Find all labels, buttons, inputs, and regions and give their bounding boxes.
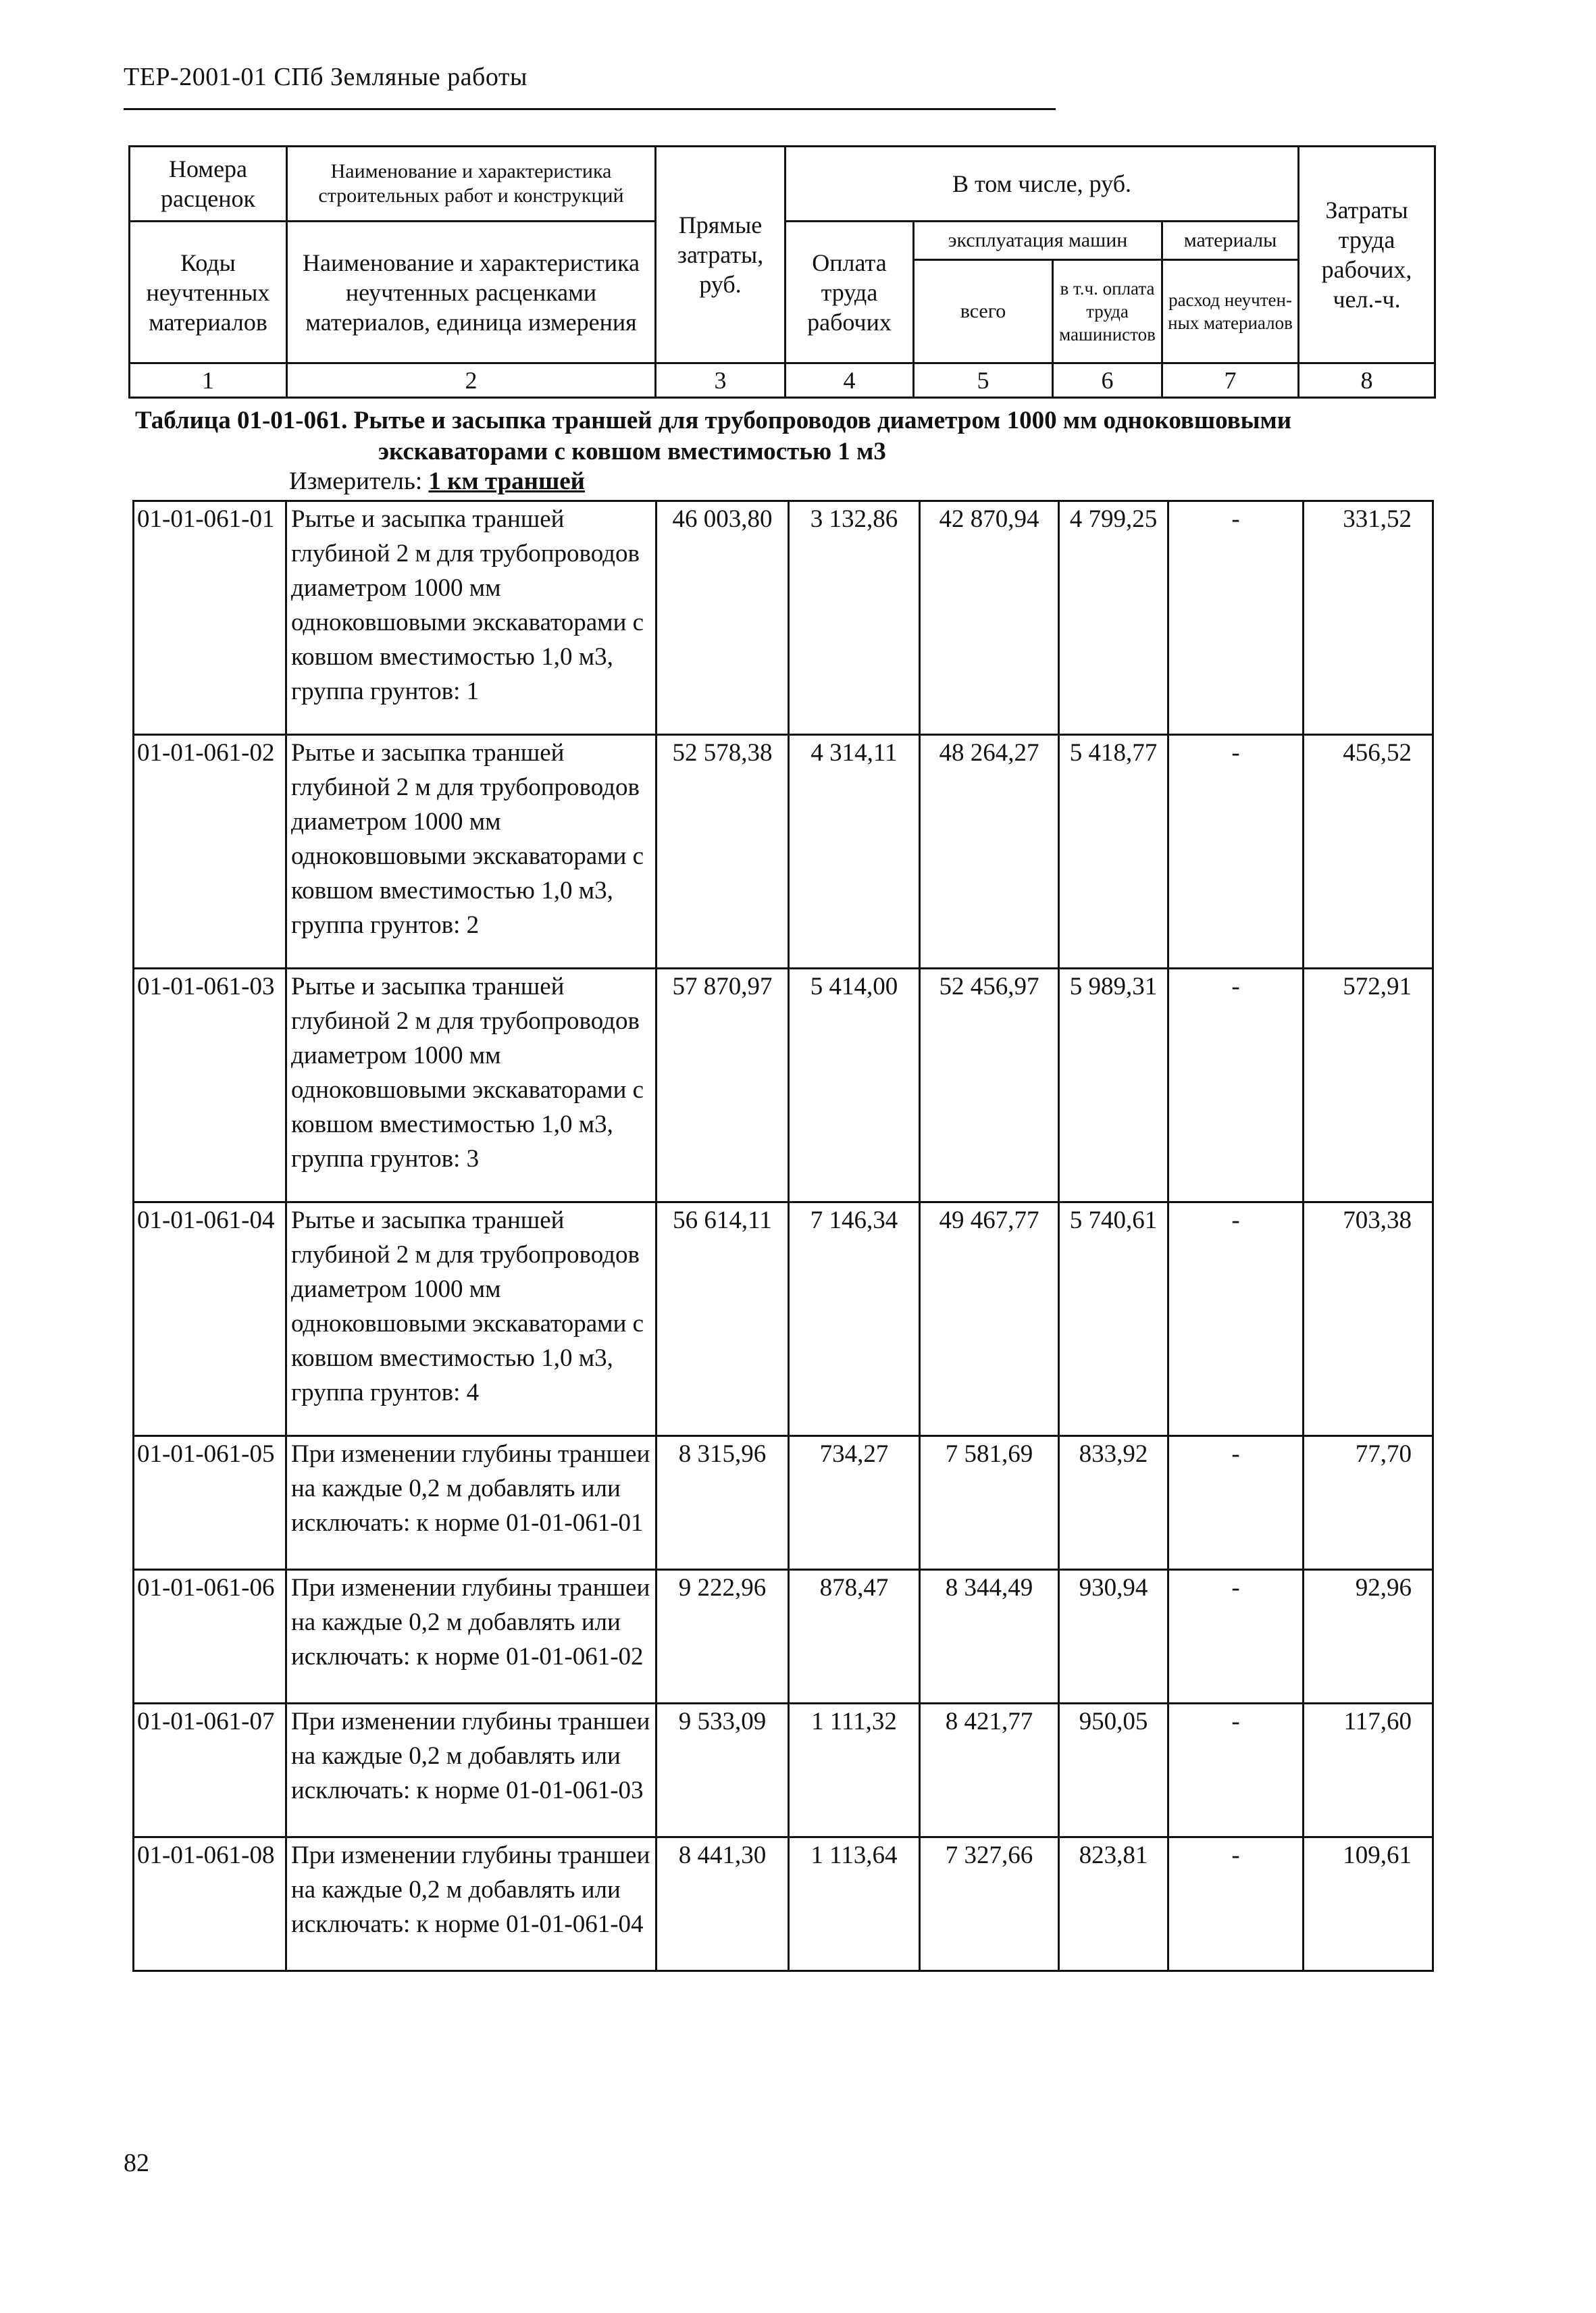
materials: - [1168,1570,1304,1704]
machine-operation-total: 52 456,97 [920,969,1059,1202]
page-number: 82 [124,2149,149,2177]
materials: - [1168,1704,1304,1837]
column-header-table [128,145,1436,399]
col-vtch: в т.ч. оплата труда машинистов [1053,260,1162,363]
direct-costs: 52 578,38 [657,735,789,969]
direct-costs: 46 003,80 [657,501,789,735]
machine-operation-total: 48 264,27 [920,735,1059,969]
labor-hours: 572,91 [1304,969,1433,1202]
table-row [134,969,1433,1202]
direct-costs: 8 315,96 [657,1436,789,1570]
materials: - [1168,969,1304,1202]
header-divider [124,108,1056,110]
col-oplata: Оплата труда рабочих [786,222,914,363]
machinist-wages: 4 799,25 [1059,501,1168,735]
table-row [134,1436,1433,1570]
col-rashod: расход неучтен-ных материалов [1162,260,1299,363]
direct-costs: 8 441,30 [657,1837,789,1971]
rate-description: При изменении глубины траншеи на каждые 0,2 м добавлять или исключать: к норме 01-01-061-01 [286,1436,657,1570]
col-ekspluataciya: эксплуатация машин [914,222,1162,260]
table-row [134,1704,1433,1837]
materials: - [1168,1837,1304,1971]
rate-description: Рытье и засыпка траншей глубиной 2 м для трубопроводов диаметром 1000 мм одноковшовыми экскаваторами с ковшом вместимостью 1,0 м3, группа грунтов: 4 [286,1202,657,1436]
rate-description: Рытье и засыпка траншей глубиной 2 м для трубопроводов диаметром 1000 мм одноковшовыми экскаваторами с ковшом вместимостью 1,0 м3, группа грунтов: 2 [286,735,657,969]
measure-label: Измеритель: [289,467,423,495]
rate-code: 01-01-061-06 [134,1570,286,1704]
col-num: 6 [1053,363,1162,398]
col-zatraty: Затраты труда рабочих, чел.-ч. [1299,147,1435,363]
col-num: 2 [287,363,656,398]
rate-code: 01-01-061-03 [134,969,286,1202]
machine-operation-total: 7 581,69 [920,1436,1059,1570]
col-num: 1 [130,363,287,398]
document-title: ТЕР-2001-01 СПб Земляные работы [124,63,527,91]
labor-wages: 3 132,86 [789,501,920,735]
labor-wages: 4 314,11 [789,735,920,969]
col-pryamye: Прямые затраты, руб. [656,147,786,363]
rate-code: 01-01-061-08 [134,1837,286,1971]
machinist-wages: 833,92 [1059,1436,1168,1570]
rate-code: 01-01-061-02 [134,735,286,969]
labor-wages: 878,47 [789,1570,920,1704]
table-row [134,1202,1433,1436]
measure-unit [289,467,585,496]
col-num: 7 [1162,363,1299,398]
machine-operation-total: 8 344,49 [920,1570,1059,1704]
direct-costs: 57 870,97 [657,969,789,1202]
machinist-wages: 5 418,77 [1059,735,1168,969]
table-row [134,1570,1433,1704]
rate-description: При изменении глубины траншеи на каждые 0,2 м добавлять или исключать: к норме 01-01-061-04 [286,1837,657,1971]
col-num: 3 [656,363,786,398]
labor-hours: 703,38 [1304,1202,1433,1436]
labor-hours: 456,52 [1304,735,1433,969]
labor-hours: 109,61 [1304,1837,1433,1971]
rates-table [132,500,1434,1972]
machine-operation-total: 7 327,66 [920,1837,1059,1971]
col-naimenovanie: Наименование и характеристика строительных работ и конструкций [287,147,656,222]
col-vsego: всего [914,260,1053,363]
labor-wages: 1 113,64 [789,1837,920,1971]
machinist-wages: 5 989,31 [1059,969,1168,1202]
rate-description: При изменении глубины траншеи на каждые 0,2 м добавлять или исключать: к норме 01-01-061-02 [286,1570,657,1704]
labor-hours: 117,60 [1304,1704,1433,1837]
col-materialy: материалы [1162,222,1299,260]
machinist-wages: 823,81 [1059,1837,1168,1971]
col-num: 4 [786,363,914,398]
measure-value: 1 км траншей [428,467,585,495]
materials: - [1168,735,1304,969]
table-caption [135,405,1432,467]
rate-code: 01-01-061-01 [134,501,286,735]
caption-line-1: Таблица 01-01-061. Рытье и засыпка траншей для трубопроводов диаметром 1000 мм одноковшовыми [135,407,1292,434]
rate-description: При изменении глубины траншеи на каждые 0,2 м добавлять или исключать: к норме 01-01-061-03 [286,1704,657,1837]
labor-hours: 77,70 [1304,1436,1433,1570]
rate-code: 01-01-061-04 [134,1202,286,1436]
table-row [134,1837,1433,1971]
labor-wages: 1 111,32 [789,1704,920,1837]
machine-operation-total: 42 870,94 [920,501,1059,735]
labor-hours: 331,52 [1304,501,1433,735]
col-naim-neuch: Наименование и характеристика неучтенных расценками материалов, единица измерения [287,222,656,363]
machinist-wages: 930,94 [1059,1570,1168,1704]
col-v-tom-chisle: В том числе, руб. [786,147,1299,222]
rates-table-body [134,501,1433,1971]
machinist-wages: 5 740,61 [1059,1202,1168,1436]
direct-costs: 56 614,11 [657,1202,789,1436]
direct-costs: 9 222,96 [657,1570,789,1704]
rate-code: 01-01-061-05 [134,1436,286,1570]
col-num: 5 [914,363,1053,398]
materials: - [1168,501,1304,735]
machine-operation-total: 49 467,77 [920,1202,1059,1436]
labor-wages: 7 146,34 [789,1202,920,1436]
table-row [134,501,1433,735]
rate-description: Рытье и засыпка траншей глубиной 2 м для трубопроводов диаметром 1000 мм одноковшовыми экскаваторами с ковшом вместимостью 1,0 м3, группа грунтов: 3 [286,969,657,1202]
labor-wages: 5 414,00 [789,969,920,1202]
col-num: 8 [1299,363,1435,398]
materials: - [1168,1436,1304,1570]
machine-operation-total: 8 421,77 [920,1704,1059,1837]
col-kody: Коды неучтенных материалов [130,222,287,363]
machinist-wages: 950,05 [1059,1704,1168,1837]
rate-code: 01-01-061-07 [134,1704,286,1837]
table-row [134,735,1433,969]
labor-wages: 734,27 [789,1436,920,1570]
labor-hours: 92,96 [1304,1570,1433,1704]
caption-line-2: экскаваторами с ковшом вместимостью 1 м3 [378,438,886,465]
direct-costs: 9 533,09 [657,1704,789,1837]
materials: - [1168,1202,1304,1436]
rate-description: Рытье и засыпка траншей глубиной 2 м для трубопроводов диаметром 1000 мм одноковшовыми экскаваторами с ковшом вместимостью 1,0 м3, группа грунтов: 1 [286,501,657,735]
col-nomera: Номера расценок [130,147,287,222]
